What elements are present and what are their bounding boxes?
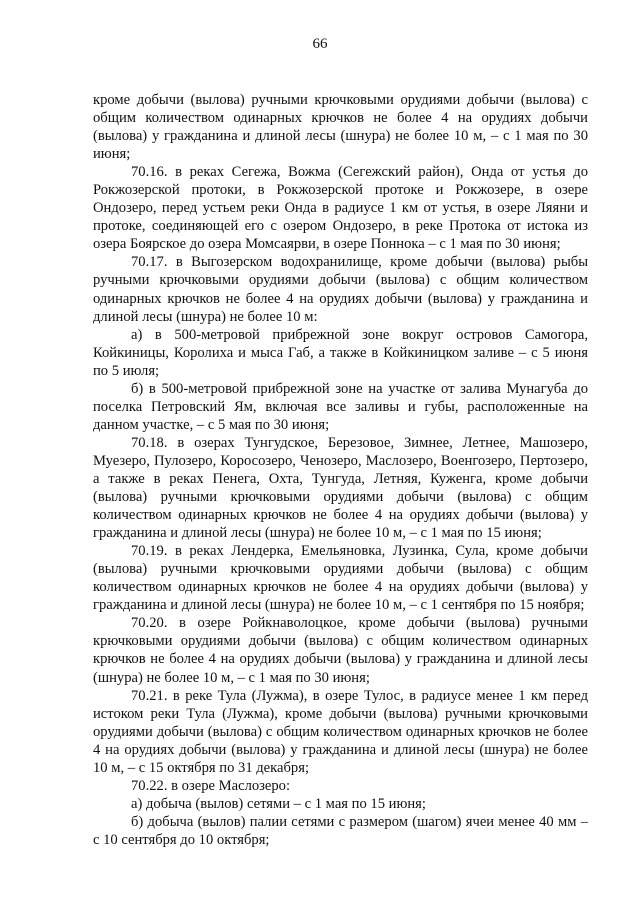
- paragraph: 70.17. в Выгозерском водохранилище, кроме добычи (вылова) рыбы ручными крючковыми орудиями добычи (вылова) с общим количеством одинарных крючков не более 4 на орудиях добычи (вылова) у гражданина и длиной лесы (шнура) не более 10 м:: [93, 254, 588, 325]
- paragraph: а) в 500-метровой прибрежной зоне вокруг островов Самогора, Койкиницы, Королиха и мыса Габ, а также в Койкиницком заливе – с 5 июня по 5 июля;: [93, 326, 588, 379]
- paragraph: 70.16. в реках Сегежа, Вожма (Сегежский район), Онда от устья до Рокжозерской протоки, в Рокжозерской протоке и Рокжозере, в озере Ондозеро, перед устьем реки Онда в радиусе 1 км от устья, в озере Ляяни и протоке, соединяющей его с озером Ондозеро, в реке Протока от истока из озера Боярское до озера Момсаярви, в озере Поннока – с 1 мая по 30 июня;: [93, 164, 588, 253]
- paragraph: 70.20. в озере Ройкнаволоцкое, кроме добычи (вылова) ручными крючковыми орудиями добычи (вылова) с общим количеством одинарных крючков не более 4 на орудиях добычи (вылова) у гражданина и длиной лесы (шнура) не более 10 м, – с 1 мая по 30 июня;: [93, 615, 588, 686]
- paragraph: 70.18. в озерах Тунгудское, Березовое, Зимнее, Летнее, Машозеро, Муезеро, Пулозеро, Коросозеро, Ченозеро, Маслозеро, Военгозеро, Пертозеро, а также в реках Пенега, Охта, Тунгуда, Летняя, Куженга, кроме добычи (вылова) ручными крючковыми орудиями добычи (вылова) с общим количеством одинарных крючков не более 4 на орудиях добычи (вылова) у гражданина и длиной лесы (шнура) не более 10 м, – с 1 мая по 15 июня;: [93, 434, 588, 542]
- document-body: [93, 91, 588, 849]
- paragraph: 70.21. в реке Тула (Лужма), в озере Тулос, в радиусе менее 1 км перед истоком реки Тула (Лужма), кроме добычи (вылова) ручными крючковыми орудиями добычи (вылова) с общим количеством одинарных крючков не более 4 на орудиях добычи (вылова) у гражданина и длиной лесы (шнура) не более 10 м, – с 15 октября по 31 декабря;: [93, 687, 588, 776]
- paragraph: а) добыча (вылов) сетями – с 1 мая по 15 июня;: [131, 795, 426, 812]
- paragraph: кроме добычи (вылова) ручными крючковыми орудиями добычи (вылова) с общим количеством одинарных крючков не более 4 на орудиях добычи (вылова) у гражданина и длиной лесы (шнура) не более 10 м, – с 1 мая по 30 июня;: [93, 92, 588, 163]
- paragraph: 70.22. в озере Маслозеро:: [131, 777, 291, 794]
- paragraph: б) в 500-метровой прибрежной зоне на участке от залива Мунагуба до поселка Петровский Ям, включая все заливы и губы, расположенные на данном участке, – с 5 мая по 30 июня;: [93, 380, 588, 433]
- paragraph: 70.19. в реках Лендерка, Емельяновка, Лузинка, Сула, кроме добычи (вылова) ручными крючковыми орудиями добычи (вылова) с общим количеством одинарных крючков не более 4 на орудиях добычи (вылова) у гражданина и длиной лесы (шнура) не более 10 м, – с 1 сентября по 15 ноября;: [93, 543, 588, 614]
- paragraph: б) добыча (вылов) палии сетями с размером (шагом) ячеи менее 40 мм – с 10 сентября до 10 октября;: [93, 813, 588, 848]
- page-number: 66: [312, 36, 328, 52]
